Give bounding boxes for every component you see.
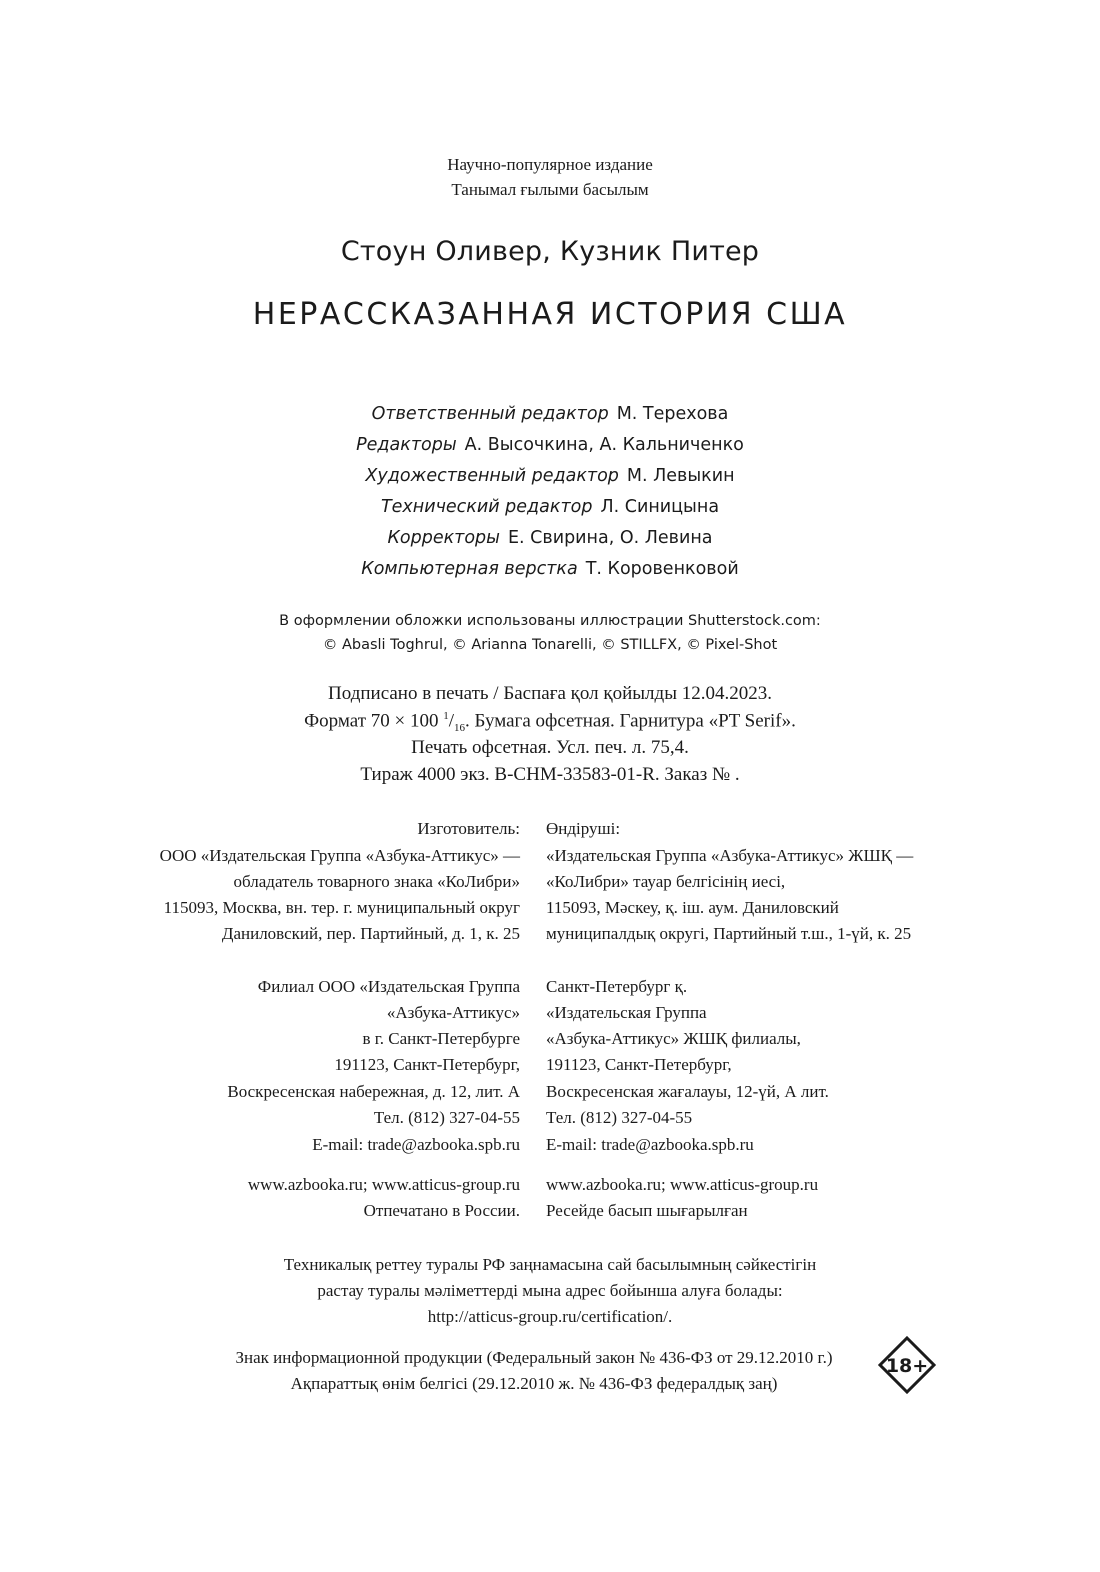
credit-name: Т. Коровенковой (585, 559, 739, 579)
info-sign-kz: Ақпараттық өнім белгісі (29.12.2010 ж. № 436-ФЗ федералдық заң) (290, 1374, 778, 1393)
branch-ru-phone: Тел. (812) 327-04-55 (373, 1108, 520, 1127)
credit-name: А. Высочкина, А. Кальниченко (464, 435, 744, 455)
format-prefix: Формат 70 × 100 (304, 710, 444, 732)
age-rating-badge (878, 1336, 936, 1394)
manufacturer-ru-line: 115093, Москва, вн. тер. г. муниципальный округ (163, 898, 520, 917)
manufacturer-kz-line: Өндіруші: (546, 819, 621, 838)
credit-line (0, 497, 1100, 517)
branch-kz-line: «Издательская Группа (546, 1003, 707, 1022)
branch-kz-line: Санкт-Петербург қ. (546, 977, 688, 996)
printed-in-kz: Ресейде басып шығарылған (546, 1201, 748, 1220)
branch-ru-email[interactable]: E-mail: trade@azbooka.spb.ru (312, 1135, 520, 1154)
branch-kz-line: 191123, Санкт-Петербург, (546, 1055, 732, 1074)
imprint-print: Печать офсетная. Усл. печ. л. 75,4. (411, 737, 689, 758)
cover-credit-line: © Abasli Toghrul, © Arianna Tonarelli, © STILLFX, © Pixel-Shot (322, 637, 778, 653)
branch-ru-line: Воскресенская набережная, д. 12, лит. А (227, 1082, 520, 1101)
imprint-format: Формат 70 × 100 $^1/_{16}$. Бумага офсетная. Гарнитура «PT Serif». (304, 710, 796, 735)
manufacturer-kz-line: «Издательская Группа «Азбука-Аттикус» ЖШҚ — (546, 846, 914, 865)
manufacturer-ru-line: Даниловский, пер. Партийный, д. 1, к. 25 (221, 924, 520, 943)
credit-line (0, 435, 1100, 455)
credit-role: Корректоры (387, 528, 500, 548)
credit-role: Художественный редактор (365, 466, 619, 486)
certification-link[interactable]: http://atticus-group.ru/certification/. (427, 1307, 673, 1326)
diamond-icon (878, 1336, 936, 1394)
branch-kz-phone: Тел. (812) 327-04-55 (546, 1108, 693, 1127)
credit-name: Л. Синицына (600, 497, 720, 517)
book-title: НЕРАССКАЗАННАЯ ИСТОРИЯ США (252, 297, 848, 332)
certification-line: Техникалық реттеу туралы РФ заңнамасына сай басылымның сәйкестігін (283, 1255, 817, 1274)
age-rating-text: 18+ (885, 1355, 929, 1377)
manufacturer-ru-line: Изготовитель: (417, 819, 520, 838)
book-authors: Стоун Оливер, Кузник Питер (340, 236, 760, 267)
manufacturer-kz-line: «КоЛибри» тауар белгісінің иесі, (546, 872, 786, 891)
credit-name: М. Терехова (616, 404, 729, 424)
imprint-signed: Подписано в печать / Баспаға қол қойылды 12.04.2023. (328, 683, 772, 704)
edition-type-kz: Танымал ғылыми басылым (451, 180, 649, 199)
credit-role: Технический редактор (380, 497, 593, 517)
info-sign-ru: Знак информационной продукции (Федеральный закон № 436-ФЗ от 29.12.2010 г.) (235, 1348, 833, 1367)
edition-type-ru: Научно-популярное издание (447, 155, 653, 174)
credit-line (0, 528, 1100, 548)
web-links-ru[interactable]: www.azbooka.ru; www.atticus-group.ru (247, 1175, 520, 1194)
credit-role: Редакторы (356, 435, 457, 455)
branch-ru-line: Филиал ООО «Издательская Группа (257, 977, 520, 996)
format-denominator: 16 (454, 722, 466, 735)
credit-name: Е. Свирина, О. Левина (507, 528, 713, 548)
credit-line (0, 559, 1100, 579)
branch-ru-line: в г. Санкт-Петербурге (362, 1029, 520, 1048)
printed-in-ru: Отпечатано в России. (363, 1201, 520, 1220)
branch-ru-line: 191123, Санкт-Петербург, (334, 1055, 520, 1074)
credit-line (0, 404, 1100, 424)
branch-kz-line: Воскресенская жағалауы, 12-үй, А лит. (546, 1082, 829, 1101)
branch-ru-line: «Азбука-Аттикус» (386, 1003, 520, 1022)
manufacturer-ru-line: ООО «Издательская Группа «Азбука-Аттикус» — (159, 846, 520, 865)
branch-kz-line: «Азбука-Аттикус» ЖШҚ филиалы, (546, 1029, 801, 1048)
certification-line: растау туралы мәліметтерді мына адрес бойынша алуға болады: (317, 1281, 783, 1300)
cover-credit-line: В оформлении обложки использованы иллюстрации Shutterstock.com: (279, 613, 821, 629)
credit-role: Компьютерная верстка (361, 559, 578, 579)
credit-name: М. Левыкин (626, 466, 735, 486)
format-numerator: 1 (443, 710, 449, 722)
manufacturer-kz-line: 115093, Мәскеу, қ. іш. аум. Даниловский (546, 898, 839, 917)
manufacturer-ru-line: обладатель товарного знака «КоЛибри» (233, 872, 520, 891)
credit-line (0, 466, 1100, 486)
branch-kz-email[interactable]: E-mail: trade@azbooka.spb.ru (546, 1135, 754, 1154)
manufacturer-kz-line: муниципалдық округі, Партийный т.ш., 1-үй, к. 25 (546, 924, 912, 943)
web-links-kz[interactable]: www.azbooka.ru; www.atticus-group.ru (546, 1175, 819, 1194)
credit-role: Ответственный редактор (371, 404, 609, 424)
imprint-run: Тираж 4000 экз. В-СНМ-33583-01-R. Заказ № . (360, 764, 740, 785)
format-suffix: . Бумага офсетная. Гарнитура «PT Serif». (465, 710, 796, 732)
